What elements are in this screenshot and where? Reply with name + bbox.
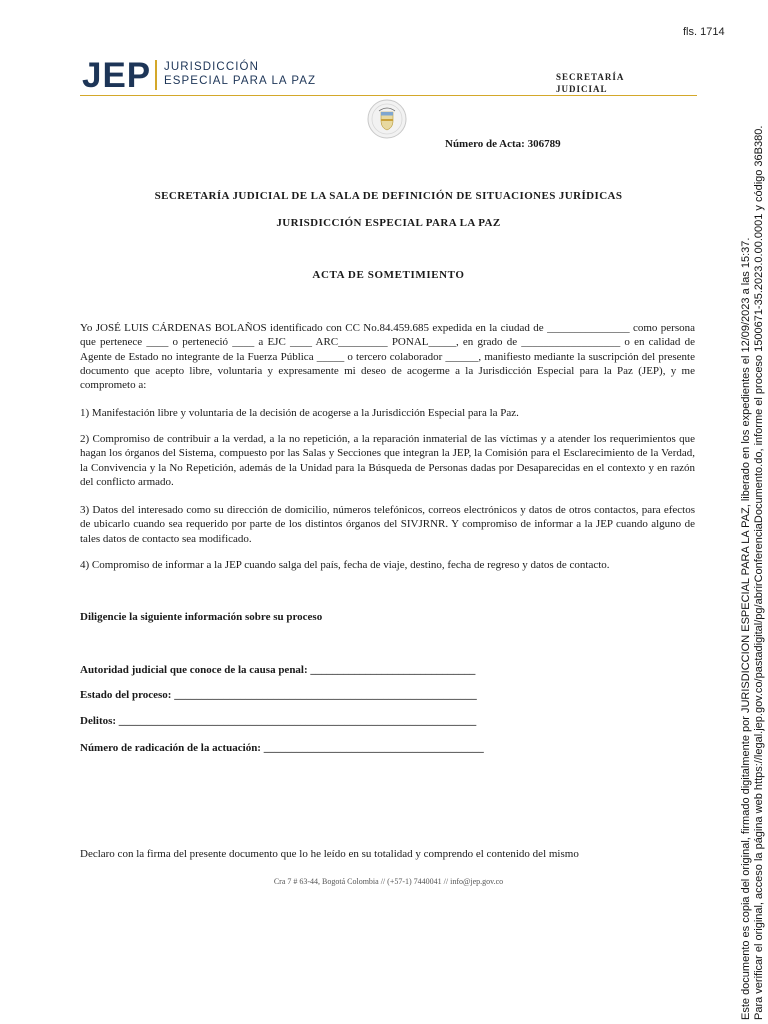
footer-address: Cra 7 # 63-44, Bogotá Colombia // (+57-1) 7440041 // info@jep.gov.co	[273, 877, 504, 886]
folio-number: fls. 1714	[683, 26, 725, 38]
heading-secretaria: SECRETARÍA JUDICIAL DE LA SALA DE DEFINICIÓN DE SITUACIONES JURÍDICAS	[154, 190, 623, 202]
heading-acta: ACTA DE SOMETIMIENTO	[312, 269, 465, 281]
secretaria-line-1: SECRETARÍA	[556, 72, 625, 82]
field-autoridad-judicial: Autoridad judicial que conoce de la causa penal: ______________________________	[80, 664, 476, 676]
logo-line-2: ESPECIAL PARA LA PAZ	[164, 75, 317, 87]
field-estado-proceso: Estado del proceso: _______________________________________________________	[80, 689, 477, 701]
colombia-coat-of-arms-icon	[367, 99, 407, 139]
acta-number: Número de Acta: 306789	[445, 138, 561, 150]
verification-line-1: Este documento es copia del original, firmado digitalmente por JURISDICCION ESPECIAL PARA LA PAZ, liberado en los expedientes el 12/09/2023 a las 15:37.	[740, 237, 752, 1020]
verification-note	[740, 20, 768, 1020]
heading-jurisdiccion: JURISDICCIÓN ESPECIAL PARA LA PAZ	[276, 217, 501, 229]
field-numero-radicacion: Número de radicación de la actuación: ________________________________________	[80, 742, 484, 754]
secretaria-line-2: JUDICIAL	[556, 84, 608, 94]
commitment-item-3: 3) Datos del interesado como su dirección de domicilio, números telefónicos, correos electrónicos y datos de otros contactos, para efectos de ubicarlo cuando sea requerido por parte de los distintos órganos del SIVJRNR. Y compromiso de informar a la JEP cuando alguno de tales datos de contacto sea modificado.	[80, 504, 695, 545]
commitment-item-4: 4) Compromiso de informar a la JEP cuando salga del país, fecha de viaje, destino, fecha de regreso y datos de contacto.	[80, 559, 610, 571]
header-divider	[80, 95, 697, 96]
declaration: Declaro con la firma del presente documento que lo he leído en su totalidad y comprendo el contenido del mismo	[80, 848, 579, 860]
secretaria-judicial-label	[556, 71, 624, 95]
commitment-item-2: 2) Compromiso de contribuir a la verdad, a la no repetición, a la reparación inmaterial de las víctimas y a atender los requerimientos que hagan los órganos del Sistema, compuesto por las Salas y Secciones que integran la JEP, la Comisión para el Esclarecimiento de la Verdad, la Convivencia y la No Repetición, además de la Unidad para la Búsqueda de Personas dadas por Desaparecidas en el contexto y en razón del conflicto armado.	[80, 433, 695, 488]
intro-paragraph: Yo JOSÉ LUIS CÁRDENAS BOLAÑOS identificado con CC No.84.459.685 expedida en la ciudad de _______________ como persona que pertenece ____ o perteneció ____ a EJC ____ ARC_________ PONAL_____, en grado de __________________ o en calidad de Agente de Estado no integrante de la Fuerza Pública _____ o tercero colaborador ______, manifiesto mediante la suscripción del presente documento que acepto libre, voluntaria y expresamente mi deseo de acogerme a la Jurisdicción Especial para la Paz (JEP), y me comprometo a:	[80, 322, 695, 392]
commitment-item-1: 1) Manifestación libre y voluntaria de la decisión de acogerse a la Jurisdicción Especial para la Paz.	[80, 407, 519, 419]
logo-mark: JEP	[82, 56, 152, 95]
section-title: Diligencie la siguiente información sobre su proceso	[80, 611, 323, 623]
logo-line-1: JURISDICCIÓN	[164, 61, 259, 73]
verification-line-2: Para verificar el original, acceso la página web https://legal.jep.gov.co/pastadigital/pg/abrirConferenciaDocumento.do, informe el proceso 1500671-35.2023.0.00.0001 y código 36B380.	[752, 125, 765, 1020]
field-delitos: Delitos: _________________________________________________________________	[80, 715, 477, 727]
logo-divider	[155, 60, 157, 90]
